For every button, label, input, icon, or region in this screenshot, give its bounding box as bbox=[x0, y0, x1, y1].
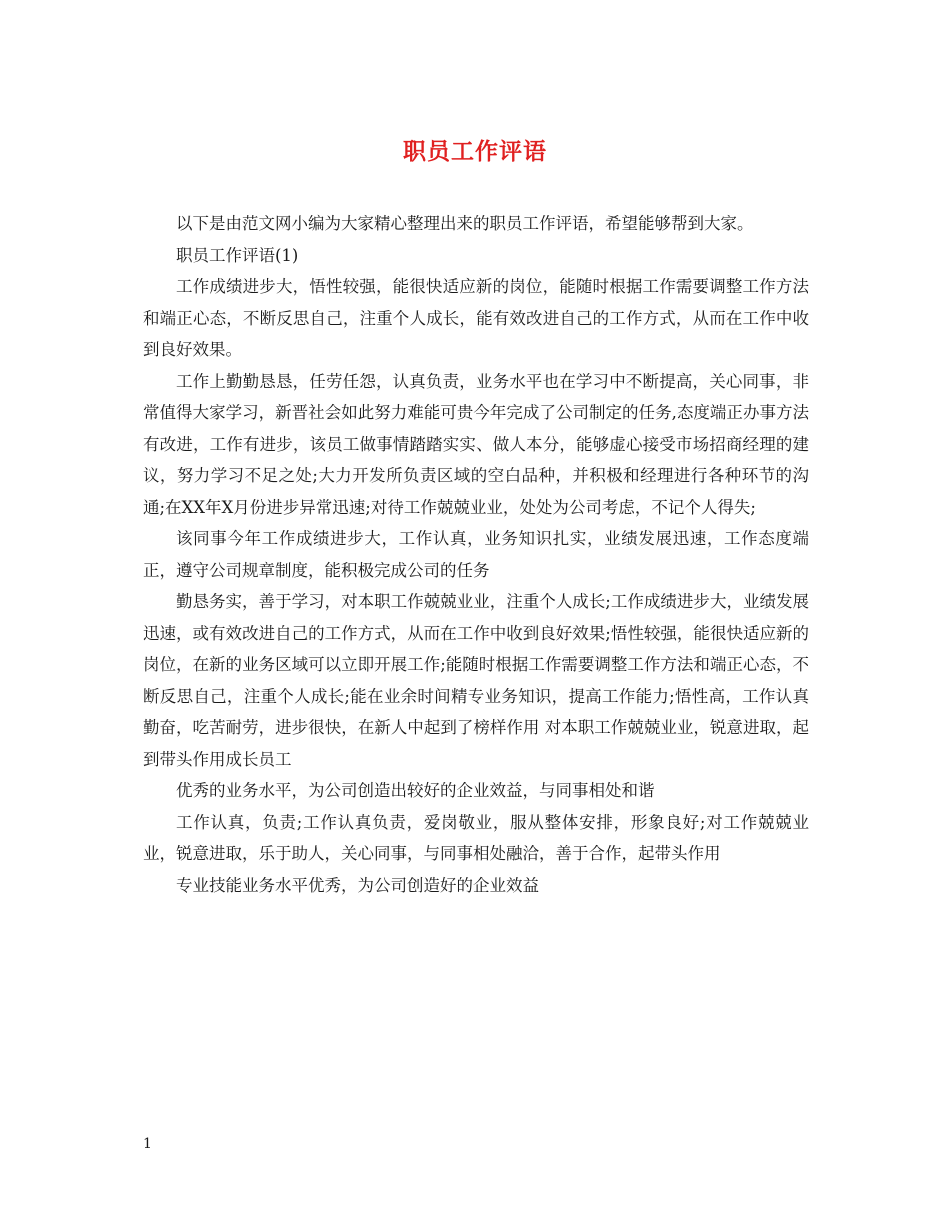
paragraph-intro: 以下是由范文网小编为大家精心整理出来的职员工作评语，希望能够帮到大家。 bbox=[176, 214, 754, 233]
paragraph: 专业技能业务水平优秀，为公司创造好的企业效益 bbox=[176, 875, 539, 895]
page-number: 1 bbox=[143, 1136, 152, 1152]
paragraph: 工作认真，负责;工作认真负责，爱岗敬业，服从整体安排，形象良好;对工作兢兢业业，锐意进取，乐于助人，关心同事，与同事相处融洽，善于合作，起带头作用 bbox=[143, 812, 809, 863]
paragraph: 勤恳务实，善于学习，对本职工作兢兢业业，注重个人成长;工作成绩进步大，业绩发展迅速，或有效改进自己的工作方式，从而在工作中收到良好效果;悟性较强，能很快适应新的岗位，在新的业务区域可以立即开展工作;能随时根据工作需要调整工作方法和端正心态，不断反思自己，注重个人成长;能在业余时间精专业务知识，提高工作能力;悟性高，工作认真勤奋，吃苦耐劳，进步很快，在新人中起到了榜样作用 对本职工作兢兢业业，锐意进取，起到带头作用成长员工 bbox=[143, 592, 809, 769]
paragraph: 该同事今年工作成绩进步大，工作认真，业务知识扎实，业绩发展迅速，工作态度端正，遵守公司规章制度，能积极完成公司的任务 bbox=[143, 529, 809, 580]
paragraph: 工作上勤勤恳恳，任劳任怨，认真负责，业务水平也在学习中不断提高，关心同事，非常值得大家学习，新晋社会如此努力难能可贵今年完成了公司制定的任务,态度端正办事方法有改进，工作有进步，该员工做事情踏踏实实、做人本分，能够虚心接受市场招商经理的建议，努力学习不足之处;大力开发所负责区域的空白品种，并积极和经理进行各种环节的沟通;在XX年X月份进步异常迅速;对待工作兢兢业业，处处为公司考虑，不记个人得失; bbox=[143, 371, 809, 517]
document-body bbox=[143, 208, 809, 901]
paragraph: 优秀的业务水平，为公司创造出较好的企业效益，与同事相处和谐 bbox=[176, 781, 655, 800]
section-heading: 职员工作评语(1) bbox=[176, 245, 299, 265]
paragraph: 工作成绩进步大，悟性较强，能很快适应新的岗位，能随时根据工作需要调整工作方法和端正心态，不断反思自己，注重个人成长，能有效改进自己的工作方式，从而在工作中收到良好效果。 bbox=[143, 277, 809, 359]
document-title: 职员工作评语 bbox=[403, 138, 547, 165]
